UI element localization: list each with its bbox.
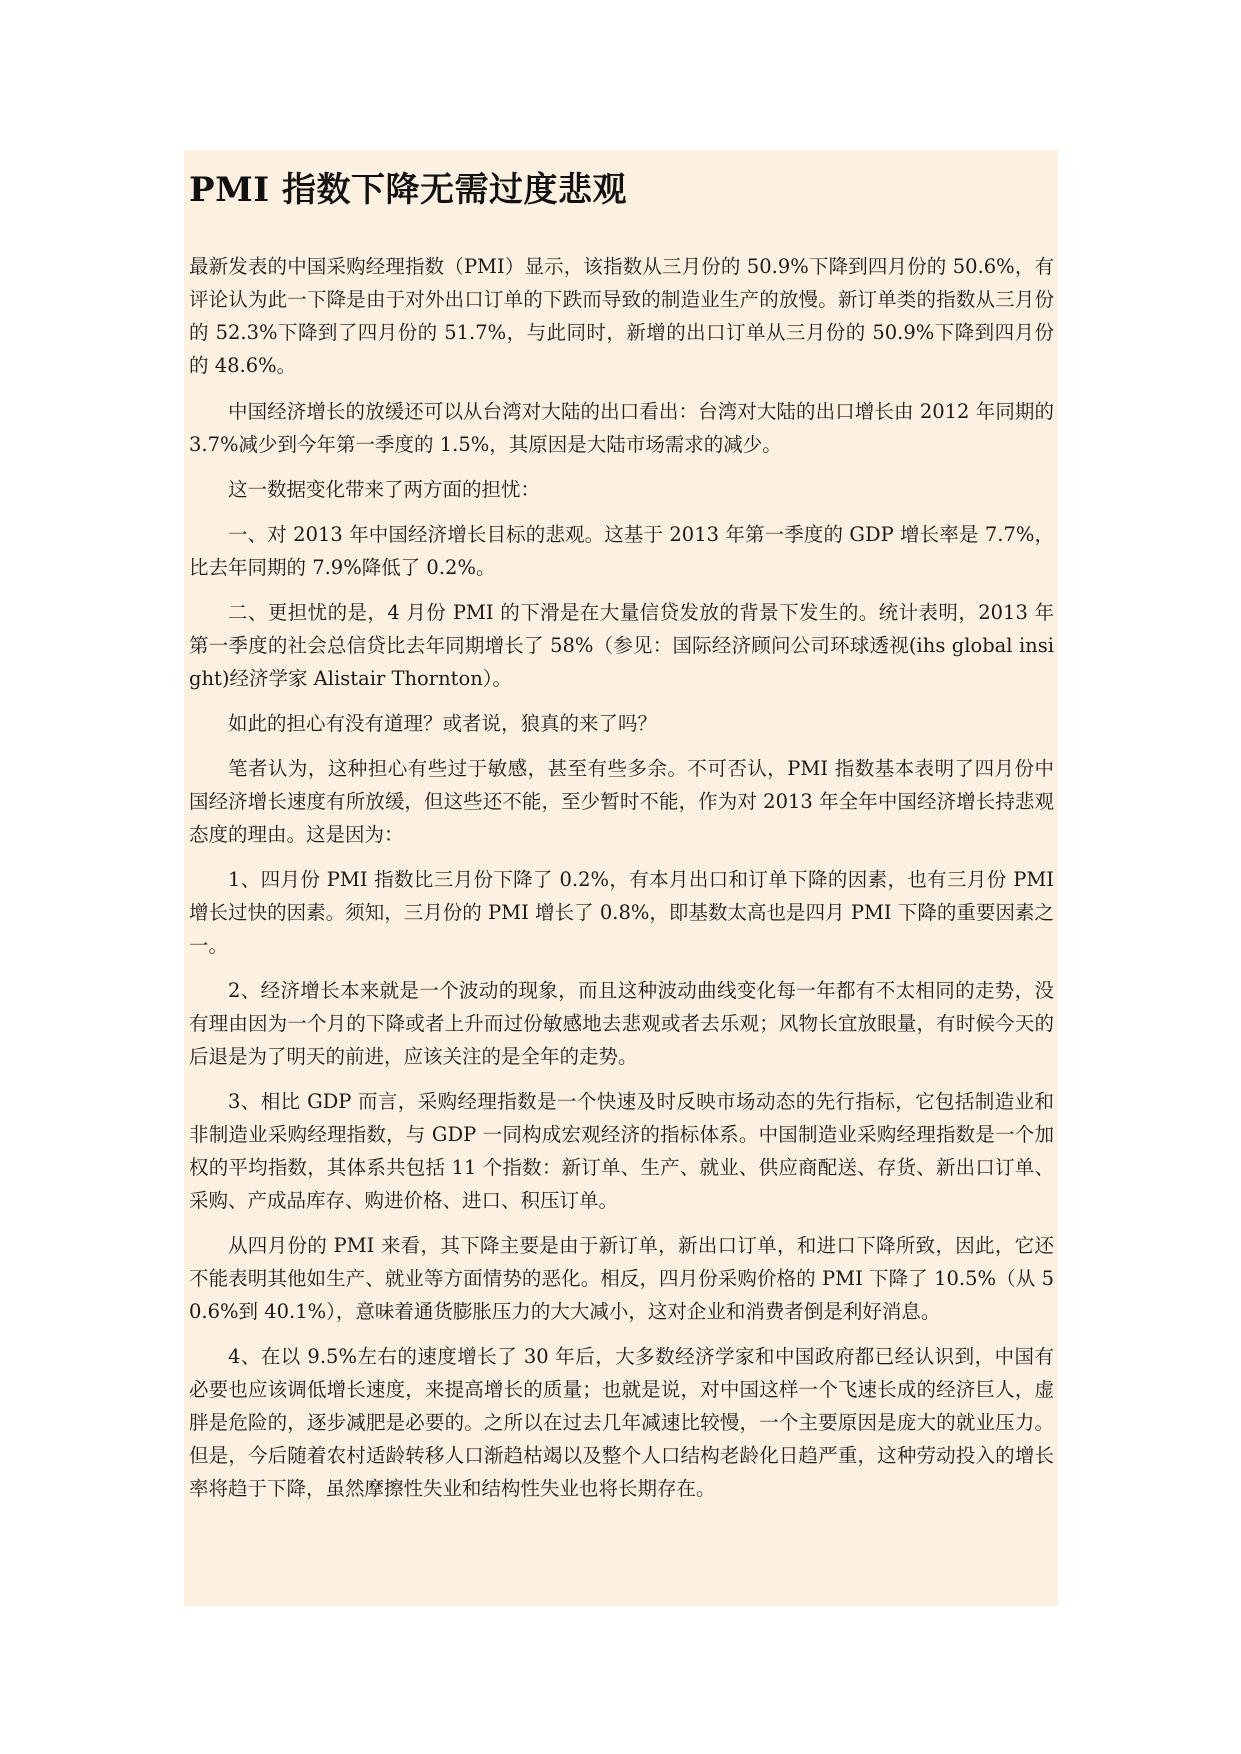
paragraph-5: 二、更担忧的是，4 月份 PMI 的下滑是在大量信贷发放的背景下发生的。统计表明，2013 年第一季度的社会总信贷比去年同期增长了 58%（参见：国际经济顾问公司环球透视(ihs global insight)经济学家 Alistair Thornton）。 xyxy=(189,601,1054,690)
article-title: PMI 指数下降无需过度悲观 xyxy=(189,170,627,210)
paragraph-6: 如此的担心有没有道理？或者说，狼真的来了吗？ xyxy=(228,712,658,735)
paragraph-4: 一、对 2013 年中国经济增长目标的悲观。这基于 2013 年第一季度的 GDP 增长率是 7.7%，比去年同期的 7.9%降低了 0.2%。 xyxy=(189,523,1054,579)
paragraph-7: 笔者认为，这种担心有些过于敏感，甚至有些多余。不可否认，PMI 指数基本表明了四月份中国经济增长速度有所放缓，但这些还不能，至少暂时不能，作为对 2013 年全年中国经济增长持悲观态度的理由。这是因为： xyxy=(189,757,1054,846)
paragraph-11: 从四月份的 PMI 来看，其下降主要是由于新订单，新出口订单，和进口下降所致，因此，它还不能表明其他如生产、就业等方面情势的恶化。相反，四月份采购价格的 PMI 下降了 10.5%（从 50.6%到 40.1%），意味着通货膨胀压力的大大减小，这对企业和消费者倒是利好消息。 xyxy=(189,1234,1054,1323)
paragraph-10: 3、相比 GDP 而言，采购经理指数是一个快速及时反映市场动态的先行指标，它包括制造业和非制造业采购经理指数，与 GDP 一同构成宏观经济的指标体系。中国制造业采购经理指数是一个加权的平均指数，其体系共包括 11 个指数：新订单、生产、就业、供应商配送、存货、新出口订单、采购、产成品库存、购进价格、进口、积压订单。 xyxy=(189,1090,1054,1212)
paragraph-2: 中国经济增长的放缓还可以从台湾对大陆的出口看出：台湾对大陆的出口增长由 2012 年同期的 3.7%减少到今年第一季度的 1.5%，其原因是大陆市场需求的减少。 xyxy=(189,400,1054,456)
paragraph-3: 这一数据变化带来了两方面的担忧： xyxy=(228,478,541,501)
paragraph-9: 2、经济增长本来就是一个波动的现象，而且这种波动曲线变化每一年都有不太相同的走势，没有理由因为一个月的下降或者上升而过份敏感地去悲观或者去乐观；风物长宜放眼量，有时候今天的后退是为了明天的前进，应该关注的是全年的走势。 xyxy=(189,979,1054,1068)
paragraph-12: 4、在以 9.5%左右的速度增长了 30 年后，大多数经济学家和中国政府都已经认识到，中国有必要也应该调低增长速度，来提高增长的质量；也就是说，对中国这样一个飞速长成的经济巨人，虚胖是危险的，逐步减肥是必要的。之所以在过去几年减速比较慢，一个主要原因是庞大的就业压力。但是，今后随着农村适龄转移人口渐趋枯竭以及整个人口结构老龄化日趋严重，这种劳动投入的增长率将趋于下降，虽然摩擦性失业和结构性失业也将长期存在。 xyxy=(189,1345,1054,1500)
article-block xyxy=(184,150,1058,1606)
paragraph-8: 1、四月份 PMI 指数比三月份下降了 0.2%，有本月出口和订单下降的因素，也有三月份 PMI 增长过快的因素。须知，三月份的 PMI 增长了 0.8%，即基数太高也是四月 PMI 下降的重要因素之一。 xyxy=(189,868,1054,957)
paragraph-1: 最新发表的中国采购经理指数（PMI）显示，该指数从三月份的 50.9%下降到四月份的 50.6%，有评论认为此一下降是由于对外出口订单的下跌而导致的制造业生产的放慢。新订单类的指数从三月份的 52.3%下降到了四月份的 51.7%，与此同时，新增的出口订单从三月份的 50.9%下降到四月份的 48.6%。 xyxy=(189,255,1054,377)
